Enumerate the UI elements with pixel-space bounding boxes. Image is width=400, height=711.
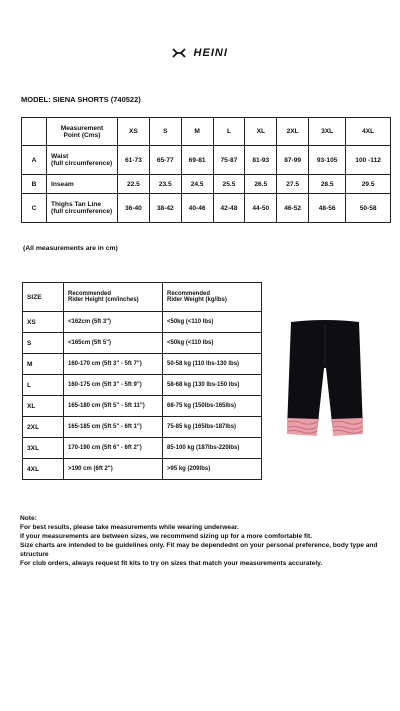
size-cell: 3XL [23,438,64,459]
value-cell: 40-46 [181,194,213,223]
height-cell: 165-185 cm (5ft 5" - 6ft 1") [64,417,163,438]
value-cell: 25.5 [213,175,245,194]
height-column-header: Recommended Rider Height (cm/inches) [64,283,163,312]
measurement-header-row [22,118,391,146]
heini-logo-icon [172,48,186,58]
height-cell: 160-175 cm (5ft 3" - 5ft 9") [64,375,163,396]
row-code: A [22,146,47,175]
weight-cell: >95 kg (209lbs) [163,459,262,480]
note-line: For best results, please take measurements while wearing underwear. [20,524,239,531]
row-code: B [22,175,47,194]
size-row [23,333,262,354]
notes-title: Note: [20,515,37,522]
height-cell: >190 cm (6ft 2") [64,459,163,480]
value-cell: 87-99 [277,146,309,175]
row-label: Waist (full circumference) [47,146,118,175]
value-cell: 50-58 [346,194,391,223]
weight-cell: 75-85 kg (165lbs-187lbs) [163,417,262,438]
value-cell: 24.5 [181,175,213,194]
notes-section [20,514,390,568]
empty-cell [22,118,47,146]
value-cell: 36-40 [118,194,150,223]
height-cell: 170-190 cm (5ft 6" - 6ft 2") [64,438,163,459]
height-cell: <162cm (5ft 3") [64,312,163,333]
weight-cell: <50kg (<110 lbs) [163,312,262,333]
size-row [23,312,262,333]
size-row [23,417,262,438]
size-row [23,396,262,417]
value-cell: 93-105 [309,146,346,175]
size-recommendation-table [22,282,262,480]
size-header-row [23,283,262,312]
brand-logo [0,44,400,62]
height-cell: 165-180 cm (5ft 5" - 5ft 11") [64,396,163,417]
size-cell: L [23,375,64,396]
size-header: M [181,118,213,146]
size-cell: S [23,333,64,354]
size-row [23,438,262,459]
weight-cell: 85-100 kg (187lbs-220lbs) [163,438,262,459]
value-cell: 26.5 [245,175,277,194]
height-cell: <165cm (5ft 5") [64,333,163,354]
value-cell: 61-73 [118,146,150,175]
weight-column-header: Recommended Rider Weight (kg/lbs) [163,283,262,312]
value-cell: 100 -112 [346,146,391,175]
note-line: If your measurements are between sizes, we recommend sizing up for a more comfortable fit. [20,533,313,540]
measurement-point-header: Measurement Point (Cms) [47,118,118,146]
weight-cell: 58-68 kg (130 lbs-150 lbs) [163,375,262,396]
value-cell: 69-81 [181,146,213,175]
value-cell: 22.5 [118,175,150,194]
row-label: Thighs Tan Line (full circumference) [47,194,118,223]
left-leg-band [287,418,318,436]
size-cell: M [23,354,64,375]
value-cell: 28.5 [309,175,346,194]
right-leg-band [332,418,363,436]
weight-cell: 68-75 kg (150lbs-165lbs) [163,396,262,417]
size-row [23,375,262,396]
shorts-product-image [285,318,365,448]
size-row [23,459,262,480]
weight-cell: 50-58 kg (110 lbs-130 lbs) [163,354,262,375]
size-header: 4XL [346,118,391,146]
size-column-header: SIZE [23,283,64,312]
size-cell: XL [23,396,64,417]
value-cell: 65-77 [149,146,181,175]
size-header: 3XL [309,118,346,146]
note-line: Size charts are intended to be guidelines only. Fit may be dependednt on your personal preference, body type and structure [20,542,378,558]
height-cell: 160-170 cm (5ft 3" - 5ft 7") [64,354,163,375]
size-cell: 4XL [23,459,64,480]
size-cell: XS [23,312,64,333]
row-code: C [22,194,47,223]
size-row [23,354,262,375]
value-cell: 29.5 [346,175,391,194]
note-line: For club orders, always request fit kits to try on sizes that match your measurements accurately. [20,560,323,567]
value-cell: 38-42 [149,194,181,223]
value-cell: 75-87 [213,146,245,175]
measurements-unit-note: (All measurements are in cm) [23,245,118,252]
value-cell: 27.5 [277,175,309,194]
measurement-row [22,175,391,194]
value-cell: 23.5 [149,175,181,194]
value-cell: 46-52 [277,194,309,223]
measurement-row [22,146,391,175]
value-cell: 42-48 [213,194,245,223]
size-header: L [213,118,245,146]
size-header: XS [118,118,150,146]
model-title: MODEL: SIENA SHORTS (740522) [21,95,141,104]
measurement-table [21,117,391,223]
size-header: S [149,118,181,146]
value-cell: 48-56 [309,194,346,223]
brand-name: HEINI [193,46,228,59]
value-cell: 44-50 [245,194,277,223]
size-header: XL [245,118,277,146]
value-cell: 81-93 [245,146,277,175]
measurement-row [22,194,391,223]
size-header: 2XL [277,118,309,146]
weight-cell: <50kg (<110 lbs) [163,333,262,354]
size-cell: 2XL [23,417,64,438]
row-label: Inseam [47,175,118,194]
